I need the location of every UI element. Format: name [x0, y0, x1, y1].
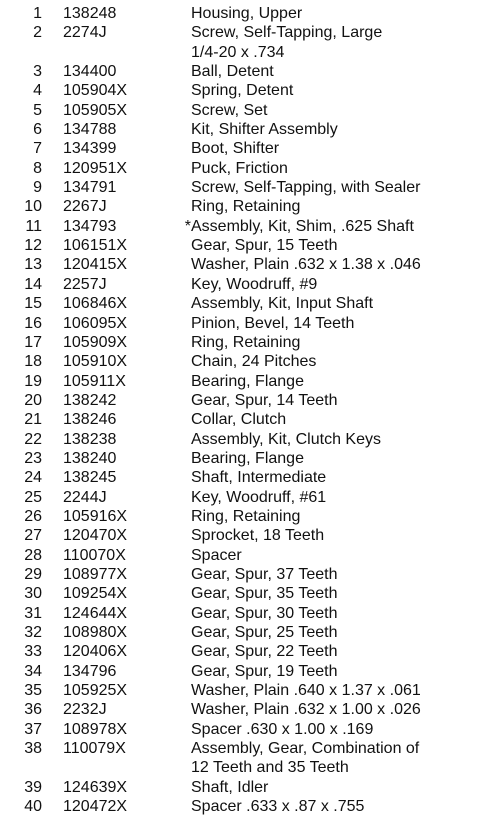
part-description — [191, 778, 496, 797]
parts-list-row — [0, 488, 503, 507]
part-number: 138246 — [63, 411, 117, 429]
description-line: Assembly, Kit, Input Shaft — [191, 295, 374, 313]
description-line: Gear, Spur, 37 Teeth — [191, 565, 338, 583]
part-description — [191, 739, 496, 778]
parts-list-row — [0, 546, 503, 565]
item-number: 1 — [33, 5, 42, 22]
part-description — [191, 430, 496, 449]
part-number: 105916X — [63, 507, 128, 525]
item-number: 3 — [33, 63, 42, 81]
description-line: Gear, Spur, 22 Teeth — [191, 643, 338, 661]
part-number: 108978X — [63, 720, 128, 738]
description-line: Bearing, Flange — [191, 372, 304, 390]
part-description — [191, 488, 496, 507]
parts-list-row — [0, 178, 503, 197]
part-number: 138238 — [63, 430, 117, 448]
parts-list-row — [0, 81, 503, 100]
item-number: 38 — [24, 740, 42, 758]
item-number: 13 — [24, 256, 42, 274]
item-number: 35 — [24, 682, 42, 700]
part-number: 120406X — [63, 643, 128, 661]
item-number: 5 — [33, 101, 42, 119]
part-number: 120951X — [63, 159, 128, 177]
parts-list-row — [0, 526, 503, 545]
description-line: Shaft, Intermediate — [191, 469, 327, 487]
description-line: Gear, Spur, 15 Teeth — [191, 237, 338, 255]
item-number: 8 — [33, 159, 42, 177]
item-number: 14 — [24, 275, 42, 293]
part-number: 108977X — [63, 565, 128, 583]
item-number: 23 — [24, 449, 42, 467]
part-number: 120472X — [63, 798, 128, 816]
item-number: 31 — [24, 604, 42, 622]
parts-list-row — [0, 681, 503, 700]
parts-list-row — [0, 391, 503, 410]
item-number: 36 — [24, 701, 42, 719]
description-line: Chain, 24 Pitches — [191, 353, 317, 371]
parts-list-row — [0, 314, 503, 333]
item-number: 29 — [24, 565, 42, 583]
parts-list-row — [0, 120, 503, 139]
item-number: 20 — [24, 391, 42, 409]
item-number: 7 — [33, 140, 42, 158]
item-number: 15 — [24, 295, 42, 313]
part-number: 108980X — [63, 624, 128, 641]
part-description — [191, 255, 496, 274]
part-number: 134796 — [63, 662, 117, 680]
parts-list-row — [0, 739, 503, 778]
item-number: 19 — [24, 372, 42, 390]
part-number: 138242 — [63, 391, 117, 409]
part-description — [191, 372, 496, 391]
part-number: 106846X — [63, 295, 128, 313]
parts-list-row — [0, 720, 503, 739]
parts-list-row — [0, 333, 503, 352]
part-number: 109254X — [63, 585, 128, 603]
description-line: 1/4-20 x .734 — [191, 43, 285, 61]
parts-list-row — [0, 507, 503, 526]
parts-list-row — [0, 255, 503, 274]
item-number: 16 — [24, 314, 42, 332]
item-number: 40 — [24, 798, 42, 816]
part-description — [191, 468, 496, 487]
parts-list-row — [0, 662, 503, 681]
item-number: 21 — [24, 411, 42, 429]
part-number: 134791 — [63, 179, 117, 197]
parts-list-row — [0, 197, 503, 216]
part-number: 105925X — [63, 682, 128, 700]
description-line: Ball, Detent — [191, 63, 274, 81]
item-number: 33 — [24, 643, 42, 661]
description-line: Shaft, Idler — [191, 778, 269, 796]
item-number: 2 — [33, 24, 42, 42]
description-line: Housing, Upper — [191, 5, 303, 22]
description-line: Key, Woodruff, #61 — [191, 488, 327, 506]
item-number: 22 — [24, 430, 42, 448]
item-number: 11 — [25, 217, 42, 235]
parts-list-row — [0, 604, 503, 623]
parts-list-row — [0, 700, 503, 719]
item-number: 34 — [24, 662, 42, 680]
part-description — [191, 797, 496, 816]
description-line: Puck, Friction — [191, 159, 288, 177]
parts-list-row — [0, 410, 503, 429]
parts-list-row — [0, 372, 503, 391]
parts-list-row — [0, 352, 503, 371]
parts-list-row — [0, 449, 503, 468]
part-description — [191, 352, 496, 371]
parts-list-row — [0, 778, 503, 797]
description-line: Ring, Retaining — [191, 333, 301, 351]
description-line: Gear, Spur, 14 Teeth — [191, 391, 338, 409]
part-description — [191, 507, 496, 526]
part-number: 2244J — [63, 488, 107, 506]
part-description — [191, 449, 496, 468]
part-description — [191, 81, 496, 100]
part-number: 110079X — [63, 740, 126, 758]
description-line: Spacer .633 x .87 x .755 — [191, 798, 365, 816]
parts-list-row — [0, 642, 503, 661]
item-number: 26 — [24, 507, 42, 525]
item-number: 32 — [24, 624, 42, 641]
item-number: 4 — [33, 82, 42, 100]
part-description — [191, 565, 496, 584]
description-line: Spacer — [191, 546, 242, 564]
part-description — [191, 197, 496, 216]
item-number: 24 — [24, 469, 42, 487]
item-number: 10 — [24, 198, 42, 216]
part-description — [191, 642, 496, 661]
parts-list-row — [0, 4, 503, 23]
part-description — [191, 681, 496, 700]
part-number: 106151X — [63, 237, 128, 255]
part-description — [191, 275, 496, 294]
part-number: 105909X — [63, 333, 128, 351]
part-description — [191, 217, 496, 236]
part-description — [191, 159, 496, 178]
part-number: 138245 — [63, 469, 117, 487]
description-line: Spring, Detent — [191, 82, 294, 100]
parts-list-row — [0, 294, 503, 313]
parts-list-row — [0, 139, 503, 158]
parts-list-row — [0, 797, 503, 816]
description-line: Key, Woodruff, #9 — [191, 275, 318, 293]
part-number: 120470X — [63, 527, 128, 545]
part-description — [191, 62, 496, 81]
parts-list-row — [0, 468, 503, 487]
part-number: 2267J — [63, 198, 107, 216]
item-number: 17 — [24, 333, 42, 351]
part-number: 105910X — [63, 353, 128, 371]
parts-list-row — [0, 23, 503, 62]
description-line: Kit, Shifter Assembly — [191, 121, 338, 139]
parts-list-row — [0, 275, 503, 294]
item-number: 6 — [33, 121, 42, 139]
description-line: Screw, Self-Tapping, with Sealer — [191, 179, 421, 197]
part-description — [191, 623, 496, 642]
part-number: 105911X — [63, 372, 126, 390]
description-line: Ring, Retaining — [191, 507, 301, 525]
part-description — [191, 391, 496, 410]
item-number: 25 — [24, 488, 42, 506]
part-number: 134399 — [63, 140, 117, 158]
part-description — [191, 526, 496, 545]
description-line: Ring, Retaining — [191, 198, 301, 216]
part-description — [191, 700, 496, 719]
part-description — [191, 333, 496, 352]
part-description — [191, 120, 496, 139]
part-description — [191, 720, 496, 739]
description-line: Screw, Set — [191, 101, 268, 119]
part-number: 2232J — [63, 701, 107, 719]
description-line: Bearing, Flange — [191, 449, 304, 467]
item-number: 30 — [24, 585, 42, 603]
description-line: Washer, Plain .632 x 1.00 x .026 — [191, 701, 421, 719]
part-description — [191, 604, 496, 623]
part-number: 106095X — [63, 314, 128, 332]
part-description — [191, 23, 496, 62]
description-line: Gear, Spur, 30 Teeth — [191, 604, 338, 622]
item-number: 28 — [24, 546, 42, 564]
part-description — [191, 236, 496, 255]
parts-list-row — [0, 62, 503, 81]
description-line: Washer, Plain .632 x 1.38 x .046 — [191, 256, 421, 274]
part-number: 124644X — [63, 604, 128, 622]
description-line: Washer, Plain .640 x 1.37 x .061 — [191, 682, 421, 700]
part-description — [191, 314, 496, 333]
description-line: Spacer .630 x 1.00 x .169 — [191, 720, 374, 738]
part-description — [191, 546, 496, 565]
part-description — [191, 294, 496, 313]
part-description — [191, 4, 496, 23]
description-line: Pinion, Bevel, 14 Teeth — [191, 314, 355, 332]
part-number: 2274J — [63, 24, 107, 42]
item-number: 9 — [33, 179, 42, 197]
parts-list-row — [0, 159, 503, 178]
description-line: Boot, Shifter — [191, 140, 280, 158]
description-line: Gear, Spur, 35 Teeth — [191, 585, 338, 603]
part-number: 138248 — [63, 5, 117, 22]
description-line: 12 Teeth and 35 Teeth — [191, 759, 349, 777]
item-number: 27 — [24, 527, 42, 545]
parts-list-row — [0, 217, 503, 236]
part-number: 134788 — [63, 121, 117, 139]
item-number: 18 — [24, 353, 42, 371]
part-number: 105905X — [63, 101, 128, 119]
parts-list-row — [0, 584, 503, 603]
item-number: 12 — [24, 237, 42, 255]
part-description — [191, 584, 496, 603]
part-description — [191, 178, 496, 197]
description-line: Collar, Clutch — [191, 411, 287, 429]
part-number: 134793 — [63, 217, 117, 235]
part-description — [191, 662, 496, 681]
part-number: 120415X — [63, 256, 128, 274]
parts-list-row — [0, 430, 503, 449]
part-description — [191, 101, 496, 120]
parts-list-row — [0, 623, 503, 642]
part-number: 2257J — [63, 275, 107, 293]
parts-list-row — [0, 565, 503, 584]
description-line: Sprocket, 18 Teeth — [191, 527, 325, 545]
parts-list — [0, 4, 503, 816]
part-number: 124639X — [63, 778, 128, 796]
asterisk-mark: * — [184, 217, 191, 235]
description-line: Gear, Spur, 19 Teeth — [191, 662, 338, 680]
part-number: 134400 — [63, 63, 117, 81]
parts-list-row — [0, 101, 503, 120]
description-line: Gear, Spur, 25 Teeth — [191, 624, 338, 641]
description-line: Assembly, Gear, Combination of — [191, 740, 420, 758]
description-line: Assembly, Kit, Clutch Keys — [191, 430, 381, 448]
part-description — [191, 410, 496, 429]
item-number: 39 — [24, 778, 42, 796]
description-line: Screw, Self-Tapping, Large — [191, 24, 383, 42]
part-number: 105904X — [63, 82, 128, 100]
part-number: 110070X — [63, 546, 126, 564]
parts-list-row — [0, 236, 503, 255]
item-number: 37 — [24, 720, 42, 738]
description-line: Assembly, Kit, Shim, .625 Shaft — [191, 217, 414, 235]
part-number: 138240 — [63, 449, 117, 467]
part-description — [191, 139, 496, 158]
